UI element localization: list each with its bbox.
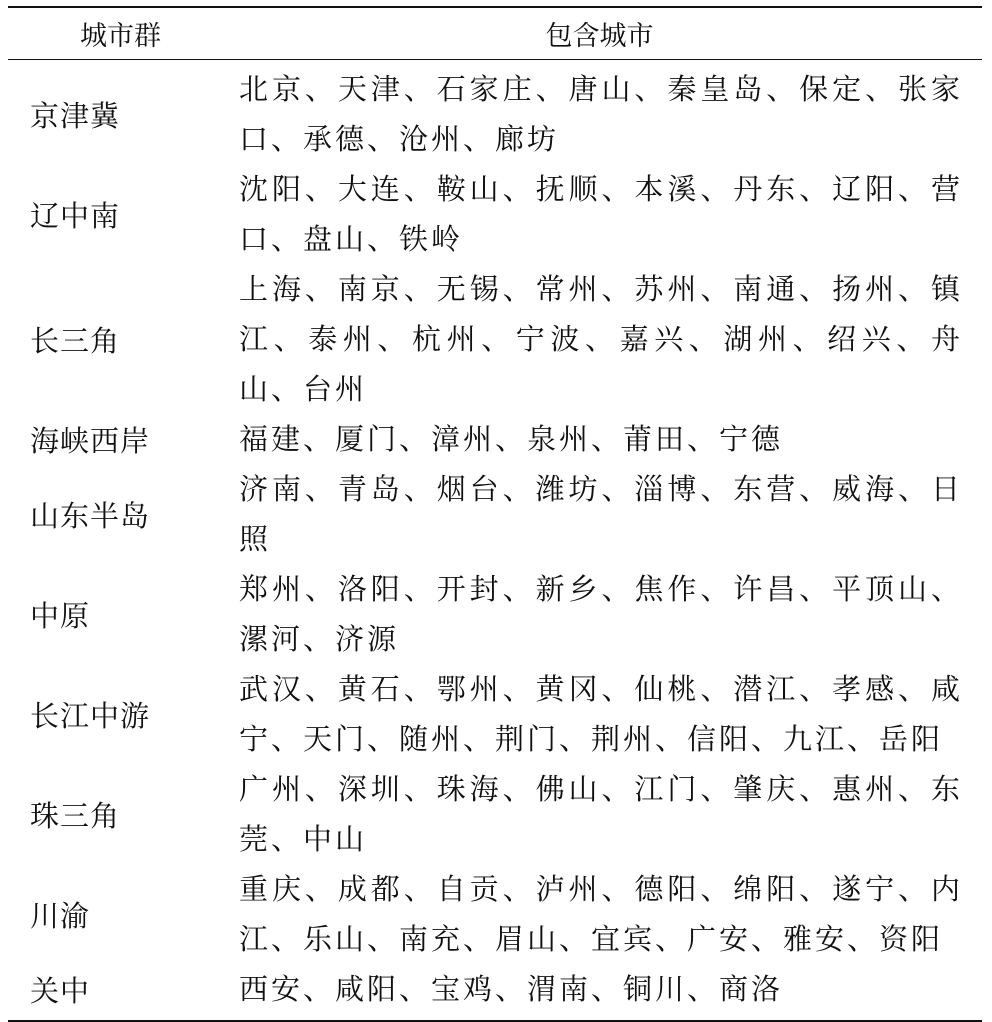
table-row	[8, 664, 982, 764]
table-header	[8, 8, 982, 59]
table-row	[8, 64, 982, 164]
cluster-name: 海峡西岸	[30, 423, 151, 458]
cluster-cities: 重庆、成都、自贡、泸州、德阳、绵阳、遂宁、内江、乐山、南充、眉山、宜宾、广安、雅安、资阳	[239, 872, 963, 956]
table-body	[8, 60, 982, 1020]
table-row	[8, 264, 982, 414]
table-row	[8, 764, 982, 864]
cluster-cities: 郑州、洛阳、开封、新乡、焦作、许昌、平顶山、漯河、济源	[239, 572, 963, 656]
cluster-cities: 北京、天津、石家庄、唐山、秦皇岛、保定、张家口、承德、沧州、廊坊	[239, 72, 963, 156]
cluster-cities: 上海、南京、无锡、常州、苏州、南通、扬州、镇江、泰州、杭州、宁波、嘉兴、湖州、绍兴、舟山、台州	[239, 272, 963, 406]
table-row	[8, 164, 982, 264]
table-row	[8, 864, 982, 964]
table-row	[8, 414, 982, 464]
table-row	[8, 964, 982, 1014]
cluster-name: 山东半岛	[30, 498, 151, 533]
cluster-name: 长江中游	[30, 698, 151, 733]
cluster-name: 川渝	[30, 898, 91, 933]
cluster-name: 京津冀	[30, 98, 121, 133]
city-cluster-table	[8, 6, 982, 1022]
cluster-cities: 福建、厦门、漳州、泉州、莆田、宁德	[239, 422, 784, 456]
cluster-name: 关中	[30, 973, 91, 1008]
cluster-cities: 武汉、黄石、鄂州、黄冈、仙桃、潜江、孝感、咸宁、天门、随州、荆门、荆州、信阳、九江、岳阳	[239, 672, 963, 756]
header-included-cities: 包含城市	[545, 21, 654, 52]
cluster-cities: 西安、咸阳、宝鸡、渭南、铜川、商洛	[239, 972, 784, 1006]
cluster-cities: 济南、青岛、烟台、潍坊、淄博、东营、威海、日照	[239, 472, 963, 556]
table-row	[8, 564, 982, 664]
table-row	[8, 464, 982, 564]
header-city-cluster: 城市群	[80, 21, 161, 52]
cluster-name: 长三角	[30, 323, 121, 358]
cluster-name: 珠三角	[30, 798, 121, 833]
cluster-cities: 广州、深圳、珠海、佛山、江门、肇庆、惠州、东莞、中山	[239, 772, 963, 856]
cluster-cities: 沈阳、大连、鞍山、抚顺、本溪、丹东、辽阳、营口、盘山、铁岭	[239, 172, 963, 256]
cluster-name: 辽中南	[30, 198, 121, 233]
cluster-name: 中原	[30, 598, 91, 633]
